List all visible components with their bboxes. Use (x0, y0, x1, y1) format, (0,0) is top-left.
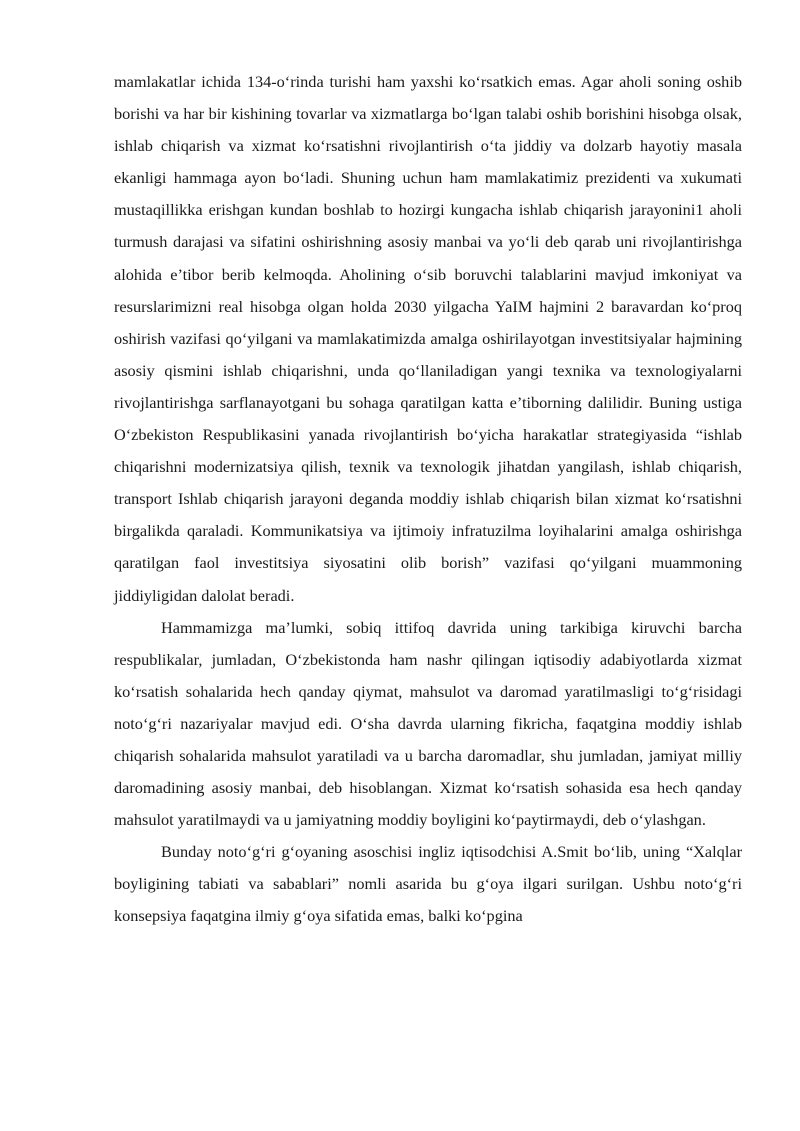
document-page (114, 66, 742, 933)
paragraph-continuation: mamlakatlar ichida 134-o‘rinda turishi ham yaxshi ko‘rsatkich emas. Agar aholi soning oshib borishi va har bir kishining tovarlar va xizmatlarga bo‘lgan talabi oshib borishini hisobga olsak, ishlab chiqarish va xizmat ko‘rsatishni rivojlantirish o‘ta jiddiy va dolzarb hayotiy masala ekanligi hammaga ayon bo‘ladi. Shuning uchun ham mamlakatimiz prezidenti va xukumati mustaqillikka erishgan kundan boshlab to hozirgi kungacha ishlab chiqarish jarayonini1 aholi turmush darajasi va sifatini oshirishning asosiy manbai va yo‘li deb qarab uni rivojlantirishga alohida e’tibor berib kelmoqda. Aholining o‘sib boruvchi talablarini mavjud imkoniyat va resurslarimizni real hisobga olgan holda 2030 yilgacha YaIM hajmini 2 baravardan ko‘proq oshirish vazifasi qo‘yilgani va mamlakatimizda amalga oshirilayotgan investitsiyalar hajmining asosiy qismini ishlab chiqarishni, unda qo‘llaniladigan yangi texnika va texnologiyalarni rivojlantirishga sarflanayotgani bu sohaga qaratilgan katta e’tiborning dalilidir. Buning ustiga O‘zbekiston Respublikasini yanada rivojlantirish bo‘yicha harakatlar strategiyasida “ishlab chiqarishni modernizatsiya qilish, texnik va texnologik jihatdan yangilash, ishlab chiqarish, transport Ishlab chiqarish jarayoni deganda moddiy ishlab chiqarish bilan xizmat ko‘rsatishni birgalikda qaraladi. Kommunikatsiya va ijtimoiy infratuzilma loyihalarini amalga oshirishga qaratilgan faol investitsiya siyosatini olib borish” vazifasi qo‘yilgani muammoning jiddiyligidan dalolat beradi. (114, 72, 742, 605)
paragraph-smith-concept: Bunday noto‘g‘ri g‘oyaning asoschisi ingliz iqtisodchisi A.Smit bo‘lib, uning “Xalqlar boyligining tabiati va sabablari” nomli asarida bu g‘oya ilgari surilgan. Ushbu noto‘g‘ri konsepsiya faqatgina ilmiy g‘oya sifatida emas, balki ko‘pgina (114, 842, 742, 926)
paragraph-soviet-theory: Hammamizga ma’lumki, sobiq ittifoq davrida uning tarkibiga kiruvchi barcha respublikalar, jumladan, O‘zbekistonda ham nashr qilingan iqtisodiy adabiyotlarda xizmat ko‘rsatish sohalarida hech qanday qiymat, mahsulot va daromad yaratilmasligi to‘g‘risidagi noto‘g‘ri nazariyalar mavjud edi. O‘sha davrda ularning fikricha, faqatgina moddiy ishlab chiqarish sohalarida mahsulot yaratiladi va u barcha daromadlar, shu jumladan, jamiyat milliy daromadining asosiy manbai, deb hisoblangan. Xizmat ko‘rsatish sohasida esa hech qanday mahsulot yaratilmaydi va u jamiyatning moddiy boyligini ko‘paytirmaydi, deb o‘ylashgan. (114, 617, 742, 830)
